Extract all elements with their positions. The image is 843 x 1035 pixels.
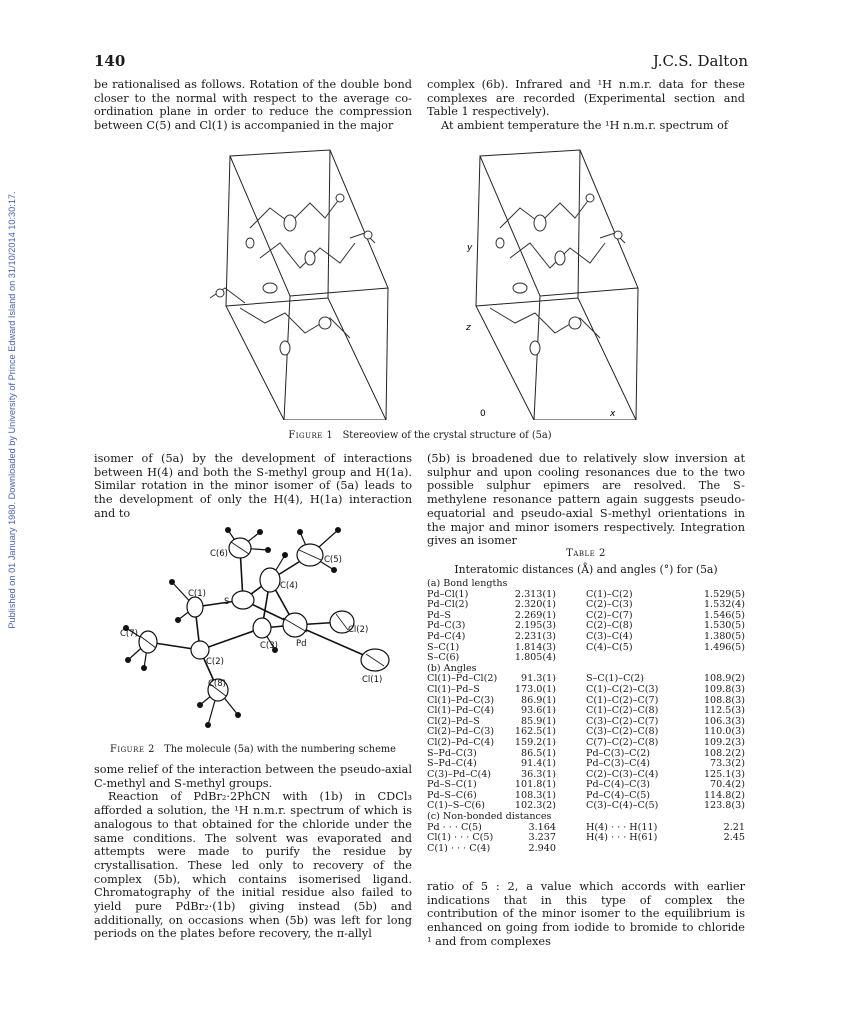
atoms-cell: C(3)–C(2)–C(7) xyxy=(585,715,659,727)
value-cell: 173.0(1) xyxy=(514,683,556,695)
value-cell: 93.6(1) xyxy=(521,705,556,717)
value-cell: 73.3(2) xyxy=(710,758,745,770)
value-cell: 3.237 xyxy=(528,832,556,844)
axis-label-z: z xyxy=(466,323,471,333)
value-cell: 2.195(3) xyxy=(514,620,556,632)
value-cell: 110.0(3) xyxy=(703,726,745,738)
axis-label-y: y xyxy=(467,243,473,253)
paragraph: Reaction of PdBr₂·2PhCN with (1b) in CDCl₃ afforded a solution, the ¹H n.m.r. spectrum of which is analogous to that obtained for the chloride under the same conditions. The solvent was evaporated and attempts were made to purify the residue by crystallisation. These led only to recovery of the complex (5b), which contains isomerised ligand. Chromatography of the initial residue also failed to yield pure PdBr₂·(1b) giving instead (5b) and additionally, on occasions when (5b) was left for long periods on the plates before recovery, the π-allyl xyxy=(94,790,412,941)
atoms-cell: Pd–S–C(6) xyxy=(427,789,477,801)
value-cell: 2.320(1) xyxy=(514,599,556,611)
atoms-cell xyxy=(586,844,688,855)
atoms-cell: Pd–C(3) xyxy=(427,620,466,632)
axis-label-x: x xyxy=(610,409,616,419)
figure-1-label: Figure 1 xyxy=(288,430,334,441)
atoms-cell: Pd–C(4)–C(3) xyxy=(585,779,651,791)
value-cell: 2.45 xyxy=(723,832,745,844)
atom-label: C(6) xyxy=(210,549,228,559)
atoms-cell: C(1)–S–C(6) xyxy=(427,800,486,812)
atoms-cell: C(1)–C(2) xyxy=(585,588,633,600)
value-cell: 159.2(1) xyxy=(514,736,556,748)
axis-label-origin: 0 xyxy=(480,409,486,419)
value-cell: 86.9(1) xyxy=(521,694,556,706)
value-cell: 1.805(4) xyxy=(514,652,556,664)
atoms-cell: C(3)–C(2)–C(8) xyxy=(585,726,659,738)
paragraph: complex (6b). Infrared and ¹H n.m.r. data for these complexes are recorded (Experimental section and Table 1 respectively). xyxy=(427,78,745,119)
value-cell: 36.3(1) xyxy=(521,768,556,780)
value-cell: 162.5(1) xyxy=(514,726,556,738)
value-cell: 108.9(2) xyxy=(703,673,745,685)
atoms-cell: C(3)–Pd–C(4) xyxy=(427,768,492,780)
column-1-top xyxy=(94,78,412,133)
download-note-text: Published on 01 January 1980. Downloaded by University of Prince Edward Island on 31/10/2014 10:30:17. xyxy=(7,191,17,629)
angles-table xyxy=(427,674,745,812)
value-cell: 86.5(1) xyxy=(521,747,556,759)
value-cell: 3.164 xyxy=(528,821,556,833)
atoms-cell: Cl(1)–Pd–Cl(2) xyxy=(427,673,498,685)
atom-label: Pd xyxy=(296,639,307,649)
column-2-bottom xyxy=(427,880,745,949)
atom-label: Cl(1) xyxy=(362,675,383,685)
value-cell: 85.9(1) xyxy=(521,715,556,727)
value-cell xyxy=(688,653,745,664)
paragraph: At ambient temperature the ¹H n.m.r. spectrum of xyxy=(441,119,729,133)
value-cell: 1.532(4) xyxy=(703,599,745,611)
value-cell: 2.269(1) xyxy=(514,609,556,621)
table-row xyxy=(427,844,745,855)
stereoview-drawing xyxy=(190,148,640,420)
value-cell: 70.4(2) xyxy=(710,779,745,791)
atoms-cell: C(1)–C(2)–C(7) xyxy=(585,694,659,706)
figure-2-caption-text: The molecule (5a) with the numbering scheme xyxy=(164,744,396,755)
atoms-cell: C(2)–C(8) xyxy=(585,620,633,632)
column-2-mid xyxy=(427,452,745,548)
atom-label: Cl(2) xyxy=(348,625,369,635)
value-cell: 101.8(1) xyxy=(514,779,556,791)
table-2-label-text: Table 2 xyxy=(566,548,606,559)
paragraph: (5b) is broadened due to relatively slow inversion at sulphur and upon cooling resonances due to the two possible sulphur epimers are resolved. The S-methylene resonance pattern again suggests pseudo-equatorial and pseudo-axial S-methyl orientations in the major and minor isomers respectively. Integration gives an isomer xyxy=(427,452,745,548)
value-cell: 108.8(3) xyxy=(703,694,745,706)
atoms-cell: Cl(1) · · · C(5) xyxy=(427,832,494,844)
value-cell: 2.231(3) xyxy=(514,630,556,642)
atom-label: C(5) xyxy=(324,555,342,565)
atoms-cell: Pd–S xyxy=(427,609,451,621)
atoms-cell: Pd–Cl(1) xyxy=(427,588,469,600)
value-cell: 91.3(1) xyxy=(521,673,556,685)
atoms-cell: Cl(2)–Pd–S xyxy=(427,715,480,727)
atoms-cell: H(4) · · · H(61) xyxy=(585,832,658,844)
figure-2-molecule xyxy=(100,510,400,744)
atoms-cell: Pd · · · C(5) xyxy=(427,821,482,833)
value-cell: 1.814(3) xyxy=(514,641,556,653)
download-note xyxy=(4,170,20,650)
atoms-cell: C(1)–C(2)–C(3) xyxy=(585,683,659,695)
table-section-heading: (c) Non-bonded distances xyxy=(427,811,552,823)
value-cell: 1.496(5) xyxy=(703,641,745,653)
atoms-cell: C(1)–C(2)–C(8) xyxy=(585,705,659,717)
table-2-label xyxy=(427,548,745,559)
page-number: 140 xyxy=(94,52,126,70)
atoms-cell: C(3)–C(4)–C(5) xyxy=(585,800,659,812)
atoms-cell: Cl(2)–Pd–C(3) xyxy=(427,726,495,738)
atoms-cell: Pd–C(4) xyxy=(427,630,466,642)
figure-2-label: Figure 2 xyxy=(110,744,155,755)
atoms-cell: C(2)–C(7) xyxy=(585,609,633,621)
atom-label: C(2) xyxy=(206,657,224,667)
table-section-heading: (b) Angles xyxy=(427,662,477,674)
figure-2-caption xyxy=(94,744,412,755)
value-cell: 1.380(5) xyxy=(703,630,745,642)
table-section-heading: (a) Bond lengths xyxy=(427,578,508,589)
value-cell: 114.8(2) xyxy=(703,789,745,801)
nonbonded-table xyxy=(427,823,745,855)
atoms-cell: Cl(1)–Pd–S xyxy=(427,683,480,695)
atom-label: C(3) xyxy=(260,641,278,651)
value-cell: 123.8(3) xyxy=(703,800,745,812)
value-cell: 109.8(3) xyxy=(703,683,745,695)
atoms-cell: C(3)–C(4) xyxy=(585,630,633,642)
atoms-cell: Pd–Cl(2) xyxy=(427,599,469,611)
column-1-bottom xyxy=(94,763,412,941)
atoms-cell: S–Pd–C(3) xyxy=(427,747,477,759)
table-2-title: Interatomic distances (Å) and angles (°) for (5a) xyxy=(454,563,718,576)
value-cell: 1.546(5) xyxy=(703,609,745,621)
atoms-cell: H(4) · · · H(11) xyxy=(585,821,658,833)
atoms-cell: Pd–C(3)–C(2) xyxy=(585,747,651,759)
atom-label: C(4) xyxy=(280,581,298,591)
table-2 xyxy=(427,579,745,854)
value-cell: 125.1(3) xyxy=(703,768,745,780)
journal-title: J.C.S. Dalton xyxy=(652,52,748,70)
table-row xyxy=(427,738,745,749)
atoms-cell: S–C(1) xyxy=(427,641,460,653)
table-row xyxy=(427,685,745,696)
atom-label: S xyxy=(224,597,230,607)
atoms-cell xyxy=(586,653,688,664)
atoms-cell: C(2)–C(3) xyxy=(585,599,633,611)
paragraph: ratio of 5 : 2, a value which accords with earlier indications that in this type of complex the contribution of the minor isomer to the equilibrium is enhanced on going from iodide to bromide to chloride ¹ and from complexes xyxy=(427,880,745,948)
value-cell: 112.5(3) xyxy=(703,705,745,717)
atoms-cell: C(4)–C(5) xyxy=(585,641,633,653)
value-cell: 109.2(3) xyxy=(703,736,745,748)
value-cell: 91.4(1) xyxy=(521,758,556,770)
atom-label: C(8) xyxy=(208,679,226,689)
atom-label: C(7) xyxy=(120,629,138,639)
value-cell: 108.3(1) xyxy=(514,789,556,801)
paragraph: some relief of the interaction between the pseudo-axial C-methyl and S-methyl groups. xyxy=(94,763,412,790)
atoms-cell: Cl(1)–Pd–C(4) xyxy=(427,705,495,717)
value-cell: 106.3(3) xyxy=(703,715,745,727)
atoms-cell: S–C(1)–C(2) xyxy=(585,673,645,685)
atoms-cell: C(1) · · · C(4) xyxy=(427,842,491,854)
atoms-cell: C(2)–C(3)–C(4) xyxy=(585,768,659,780)
paragraph: be rationalised as follows. Rotation of the double bond closer to the normal with respect to the average co-ordination plane in order to reduce the compression between C(5) and Cl(1) is accompanied in the major xyxy=(94,78,412,133)
bond-lengths-table xyxy=(427,590,745,664)
value-cell: 1.530(5) xyxy=(703,620,745,632)
figure-1-caption xyxy=(150,430,690,441)
atoms-cell: Pd–C(4)–C(5) xyxy=(585,789,651,801)
atoms-cell: S–Pd–C(4) xyxy=(427,758,477,770)
table-row xyxy=(427,632,745,643)
value-cell: 108.2(2) xyxy=(703,747,745,759)
value-cell xyxy=(688,844,745,855)
column-2-top xyxy=(427,78,745,133)
atoms-cell: S–C(6) xyxy=(427,652,460,664)
atoms-cell: Cl(2)–Pd–C(4) xyxy=(427,736,495,748)
atoms-cell: Pd–C(3)–C(4) xyxy=(585,758,651,770)
value-cell: 2.940 xyxy=(528,842,556,854)
atom-label: C(1) xyxy=(188,589,206,599)
value-cell: 102.3(2) xyxy=(514,800,556,812)
atoms-cell: Cl(1)–Pd–C(3) xyxy=(427,694,495,706)
table-row xyxy=(427,643,745,654)
value-cell: 2.21 xyxy=(723,821,745,833)
atoms-cell: Pd–S–C(1) xyxy=(427,779,477,791)
molecule-drawing xyxy=(100,510,400,740)
value-cell: 2.313(1) xyxy=(514,588,556,600)
figure-1-stereoview xyxy=(190,148,640,424)
value-cell: 1.529(5) xyxy=(703,588,745,600)
atoms-cell: C(7)–C(2)–C(8) xyxy=(585,736,659,748)
figure-1-caption-text: Stereoview of the crystal structure of (5a) xyxy=(342,430,552,441)
paragraph: isomer of (5a) by the development of interactions between H(4) and both the S-methyl group and H(1a). Similar rotation in the minor isomer of (5a) leads to the development of only the H(4), H(1a) interaction and to xyxy=(94,452,412,520)
